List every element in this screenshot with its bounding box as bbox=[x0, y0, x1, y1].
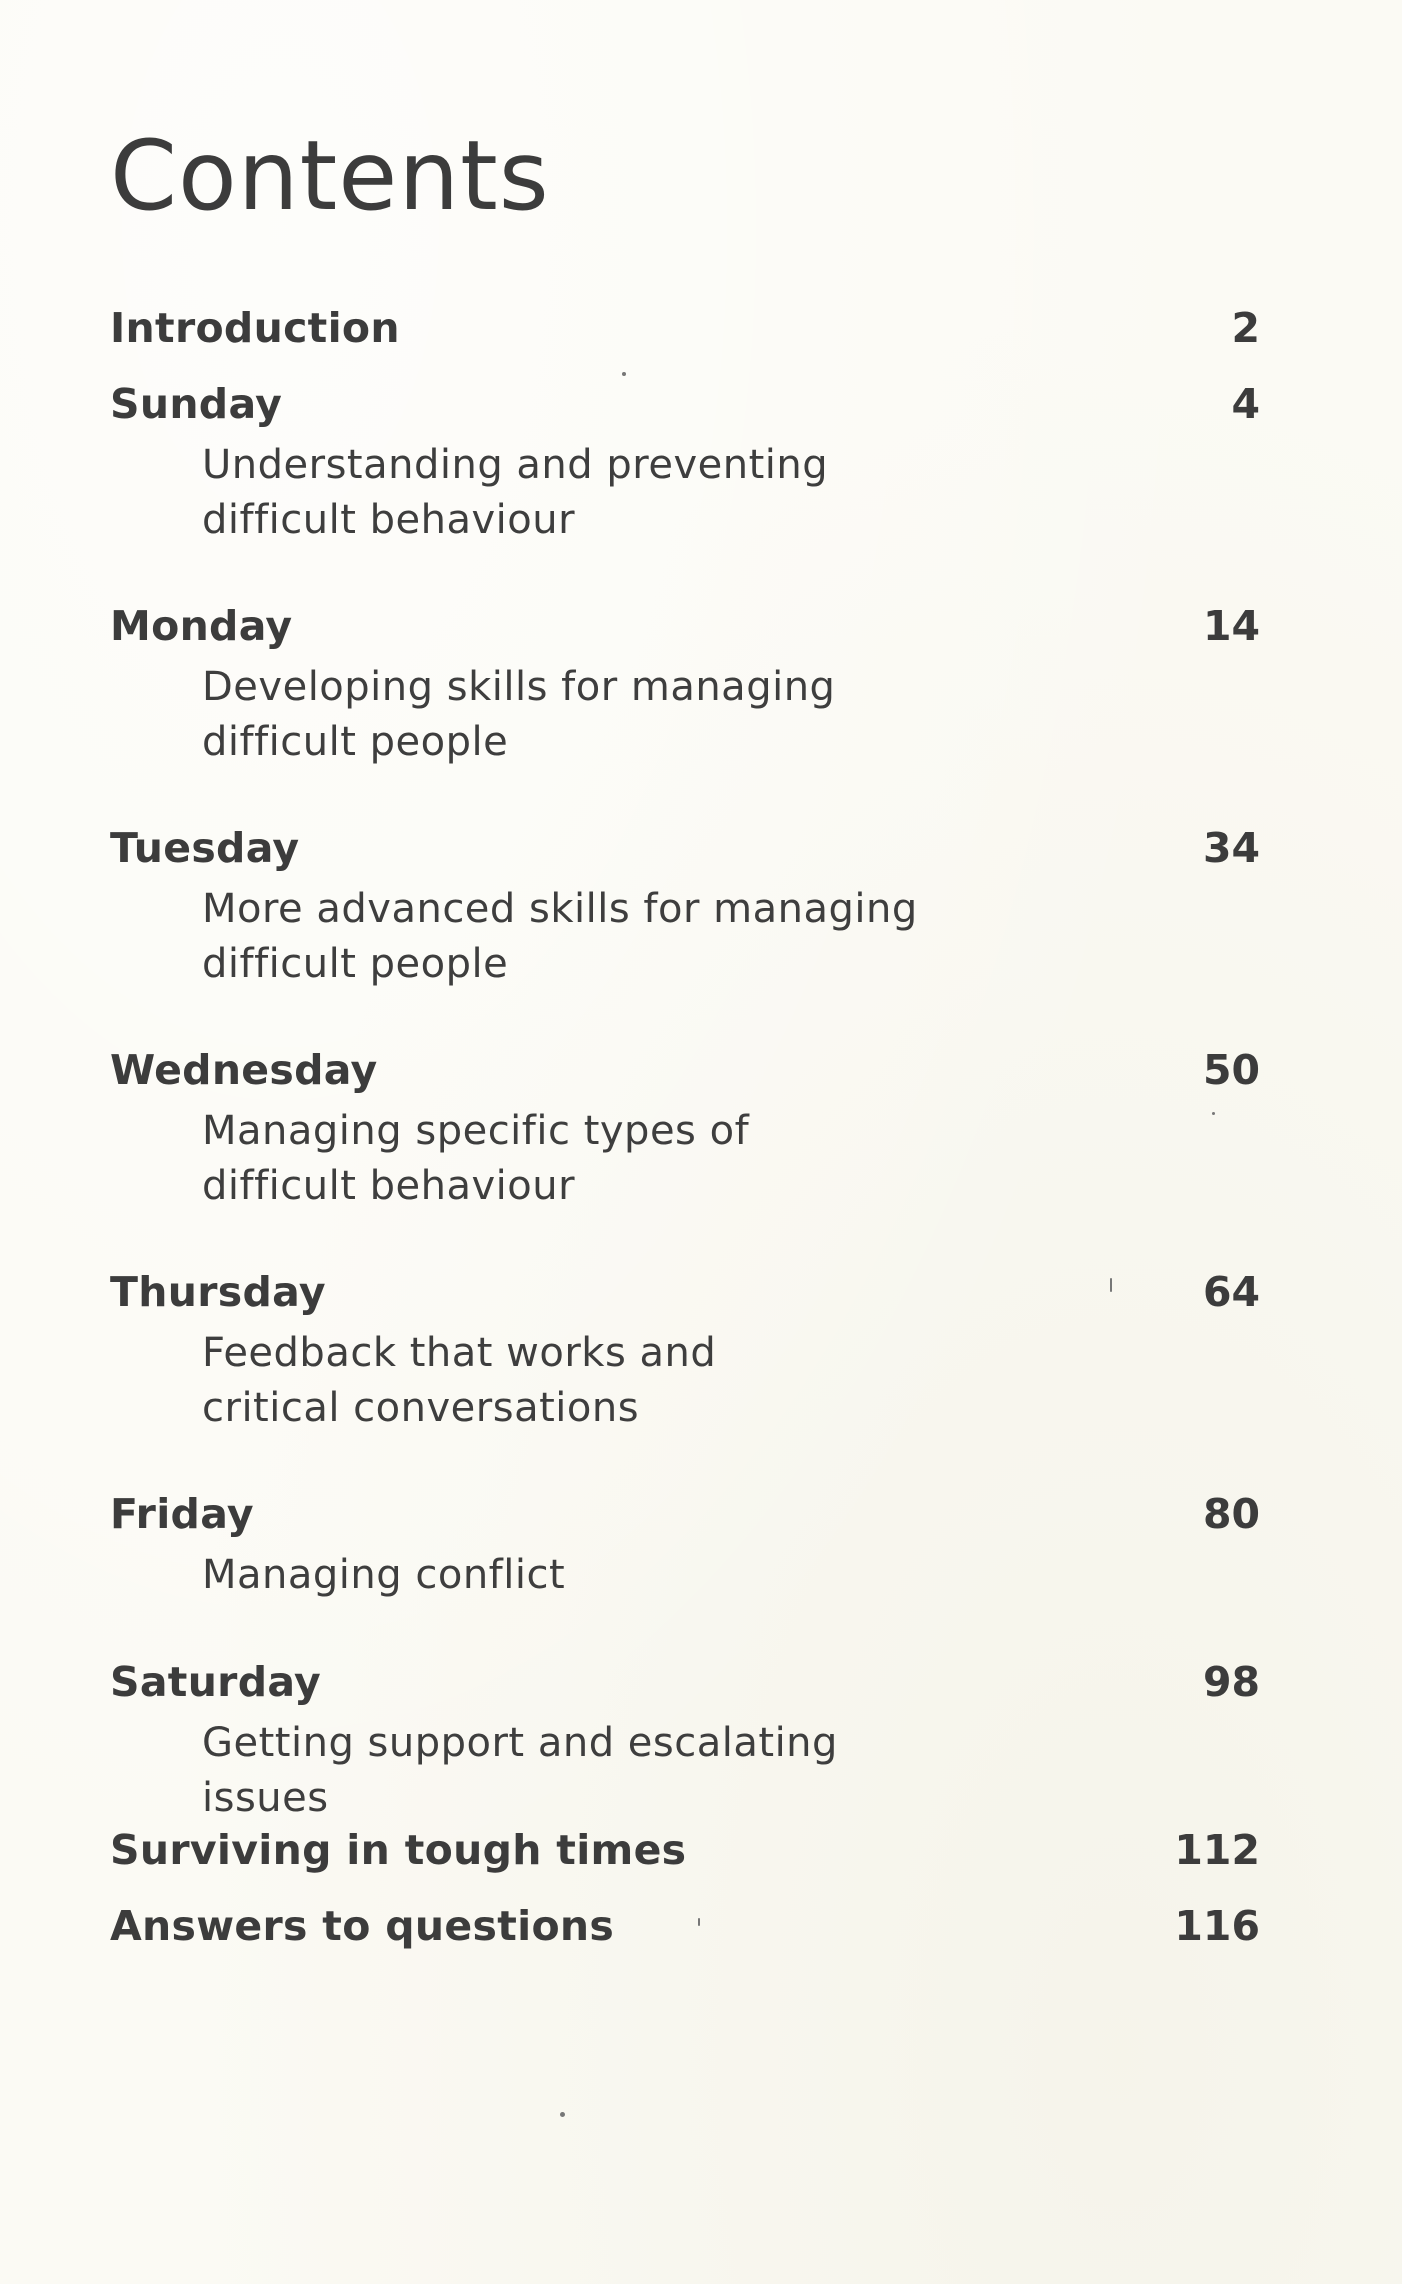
toc-entry-monday[interactable] bbox=[110, 598, 1260, 820]
toc-subtitle bbox=[202, 660, 962, 770]
toc-subtitle-line: Developing skills for managing bbox=[202, 664, 836, 710]
toc-heading: Sunday bbox=[110, 380, 283, 428]
toc-page-number: 116 bbox=[1174, 1902, 1260, 1950]
page-title: Contents bbox=[110, 120, 550, 232]
toc-entry-friday[interactable] bbox=[110, 1486, 1260, 1654]
toc-subtitle bbox=[202, 882, 962, 992]
toc-heading: Friday bbox=[110, 1490, 254, 1538]
toc-entry-sunday[interactable] bbox=[110, 376, 1260, 598]
toc-subtitle bbox=[202, 1326, 962, 1436]
toc-subtitle-line: Feedback that works and bbox=[202, 1330, 717, 1376]
toc-heading: Tuesday bbox=[110, 824, 300, 872]
toc-page-number: 14 bbox=[1202, 602, 1260, 650]
toc-heading: Surviving in tough times bbox=[110, 1826, 687, 1874]
toc-subtitle-line: More advanced skills for managing bbox=[202, 886, 918, 932]
scan-speck bbox=[698, 1918, 700, 1926]
toc-subtitle bbox=[202, 438, 962, 548]
toc-subtitle-line: difficult people bbox=[202, 941, 509, 987]
toc-subtitle-line: Understanding and preventing bbox=[202, 442, 829, 488]
toc-subtitle bbox=[202, 1716, 962, 1826]
toc-subtitle-line: Getting support and escalating issues bbox=[202, 1720, 838, 1821]
toc-page-number: 4 bbox=[1231, 380, 1260, 428]
scan-speck bbox=[622, 372, 626, 376]
toc-page-number: 50 bbox=[1202, 1046, 1260, 1094]
toc-subtitle-line: Managing conflict bbox=[202, 1552, 566, 1598]
toc-entry-surviving-in-tough-times[interactable] bbox=[110, 1822, 1260, 1898]
toc-entry-introduction[interactable] bbox=[110, 300, 1260, 376]
toc-subtitle-line: Managing specific types of bbox=[202, 1108, 750, 1154]
toc-subtitle bbox=[202, 1104, 962, 1214]
toc-heading: Monday bbox=[110, 602, 293, 650]
toc-page-number: 98 bbox=[1202, 1658, 1260, 1706]
toc-page-number: 2 bbox=[1231, 304, 1260, 352]
toc-heading: Introduction bbox=[110, 304, 400, 352]
toc-subtitle-line: difficult people bbox=[202, 719, 509, 765]
toc-heading: Wednesday bbox=[110, 1046, 378, 1094]
toc-entry-thursday[interactable] bbox=[110, 1264, 1260, 1486]
toc-subtitle-line: difficult behaviour bbox=[202, 497, 576, 543]
toc-page-number: 80 bbox=[1202, 1490, 1260, 1538]
toc-entry-saturday[interactable] bbox=[110, 1654, 1260, 1822]
toc-page-number: 34 bbox=[1202, 824, 1260, 872]
scan-speck bbox=[560, 2112, 565, 2117]
toc-heading: Answers to questions bbox=[110, 1902, 615, 1950]
toc-subtitle bbox=[202, 1548, 962, 1603]
scan-speck bbox=[1110, 1278, 1112, 1292]
scan-speck bbox=[1212, 1112, 1215, 1115]
toc-page-number: 112 bbox=[1174, 1826, 1260, 1874]
toc-subtitle-line: critical conversations bbox=[202, 1385, 640, 1431]
toc-entry-tuesday[interactable] bbox=[110, 820, 1260, 1042]
toc-entry-answers-to-questions[interactable] bbox=[110, 1898, 1260, 1974]
toc-subtitle-line: difficult behaviour bbox=[202, 1163, 576, 1209]
toc-heading: Saturday bbox=[110, 1658, 322, 1706]
toc-heading: Thursday bbox=[110, 1268, 326, 1316]
toc-page-number: 64 bbox=[1202, 1268, 1260, 1316]
table-of-contents bbox=[110, 300, 1260, 1974]
toc-entry-wednesday[interactable] bbox=[110, 1042, 1260, 1264]
